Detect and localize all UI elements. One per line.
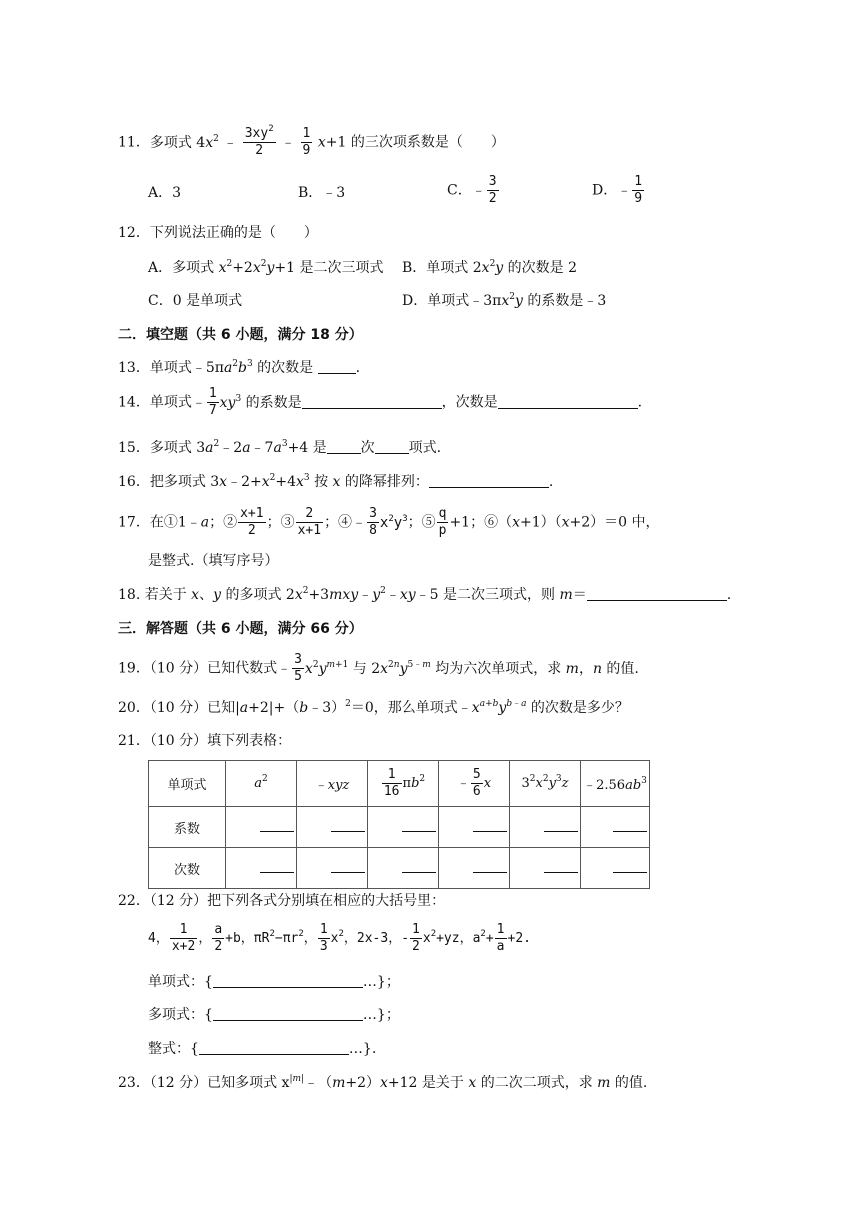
q15: 15．多项式 $3a^2﹣2a﹣7a^3+4$ 是 次 项式. — [118, 439, 442, 456]
answer-blank[interactable] — [213, 973, 363, 988]
blank-cell[interactable] — [226, 848, 297, 889]
row-label-coefficient: 系数 — [149, 807, 226, 848]
q18: 18. 若关于 x、y 的多项式 $2x^2+3mxy﹣y^2﹣xy﹣5$ 是二次三项式，则 m＝ . — [118, 586, 732, 603]
q11-option-c[interactable]: C．﹣ $\frac{3}{2}$ — [447, 174, 497, 206]
blank-cell[interactable] — [510, 807, 581, 848]
q23: 23．（12 分）已知多项式 $x^{|m|}﹣(m+2)x+12$ 是关于 x 的二次二项式，求 m 的值. — [118, 1074, 648, 1091]
col-256ab3: $﹣2.56ab^3$ — [581, 761, 650, 807]
blank-cell[interactable] — [510, 848, 581, 889]
q12-option-d[interactable]: D．单项式$﹣3\pi x^2y$ 的系数是﹣3 — [402, 292, 607, 309]
q22-expressions: 4， $\frac{1}{x+2}$ ， $\frac{a}{2}$ +b，$\pi R^2-\pi r^2$， $\frac{1}{3}$ $x^2$，2x-3，- $\frac{1}{2}$ $x^2+yz$，$a^2+$ $\frac{1}{a}$ +2. — [148, 922, 531, 954]
q22-monomial-set: 单项式：{ …}； — [148, 974, 400, 990]
blank-cell[interactable] — [439, 848, 510, 889]
q22-polynomial-set: 多项式：{ …}； — [148, 1007, 400, 1023]
section-2-heading: 二．填空题（共 6 小题，满分 18 分） — [118, 327, 363, 343]
q11-fraction-1: $\frac{3xy^2}{2}$ — [244, 124, 274, 158]
q12-option-b[interactable]: B．单项式 $2x^2y$ 的次数是 2 — [402, 259, 578, 276]
q11-fraction-2: $\frac{1}{9}$ — [302, 126, 311, 158]
q11-option-b[interactable]: B．﹣3 — [298, 185, 346, 201]
blank-cell[interactable] — [368, 807, 439, 848]
blank-cell[interactable] — [439, 807, 510, 848]
col-32x2y3z: $3^2x^2y^3z$ — [510, 761, 581, 807]
q22-integral-set: 整式：{ …}. — [148, 1041, 377, 1057]
q17-line1: 17．在①1﹣a；② $\frac{x+1}{2}$ ；③ $\frac{2}{x+1}$ ；④﹣ $\frac{3}{8}$ $x^2y^3$；⑤ $\frac{q}{p}$ +1；⑥（x+1）（x+2）＝0 中， — [118, 506, 660, 538]
q21-stem: 21．（10 分）填下列表格： — [118, 733, 292, 749]
q12-option-a[interactable]: A．多项式 $x^2+2x^2y+1$ 是二次三项式 — [148, 259, 384, 276]
q17-line2: 是整式.（填写序号） — [148, 553, 279, 569]
col-pib2: $\frac{1}{16}$ $\pi b^2$ — [368, 761, 439, 807]
blank-cell[interactable] — [297, 807, 368, 848]
q12-option-c[interactable]: C．0 是单项式 — [148, 293, 243, 309]
q22-stem: 22．（12 分）把下列各式分别填在相应的大括号里： — [118, 893, 446, 909]
q16: 16．把多项式 $3x﹣2+x^2+4x^3$ 按 x 的降幂排列： . — [118, 473, 554, 490]
q11-stem: 11．多项式 $4x^2$ ﹣ $\frac{3xy^2}{2}$ ﹣ $\frac{1}{9}$ x+1 的三次项系数是（ ） — [118, 124, 505, 158]
col-xyz: ﹣xyz — [297, 761, 368, 807]
section-3-heading: 三．解答题（共 6 小题，满分 66 分） — [118, 621, 363, 637]
q11-option-d[interactable]: D．﹣ $\frac{1}{9}$ — [592, 174, 643, 206]
answer-blank[interactable] — [199, 1040, 349, 1055]
col-5-6x: ﹣ $\frac{5}{6}$ x — [439, 761, 510, 807]
col-a2: $a^2$ — [226, 761, 297, 807]
q11-option-a[interactable]: A．3 — [148, 185, 182, 201]
q14: 14．单项式﹣ $\frac{1}{7}$ $xy^3$ 的系数是 ，次数是 . — [118, 386, 643, 418]
blank-cell[interactable] — [581, 848, 650, 889]
q19: 19．（10 分）已知代数式﹣ $\frac{3}{5}$ $x^2y^{m+1}$ 与 $2x^{2n}y^{5﹣m}$ 均为六次单项式，求 m，n 的值. — [118, 652, 639, 684]
answer-blank[interactable] — [213, 1006, 363, 1021]
q12-stem: 12．下列说法正确的是（ ） — [118, 225, 318, 241]
blank-cell[interactable] — [581, 807, 650, 848]
row-label-degree: 次数 — [149, 848, 226, 889]
q13: 13．单项式$﹣5\pi a^2b^3$ 的次数是 . — [118, 359, 361, 376]
blank-cell[interactable] — [226, 807, 297, 848]
q21-table — [148, 760, 650, 889]
row-label-monomial: 单项式 — [149, 761, 226, 807]
q20: 20．（10 分）已知|a+2|+（b﹣3）$^2$＝0，那么单项式$﹣x^{a+b}y^{b﹣a}$ 的次数是多少？ — [118, 699, 629, 716]
blank-cell[interactable] — [297, 848, 368, 889]
blank-cell[interactable] — [368, 848, 439, 889]
